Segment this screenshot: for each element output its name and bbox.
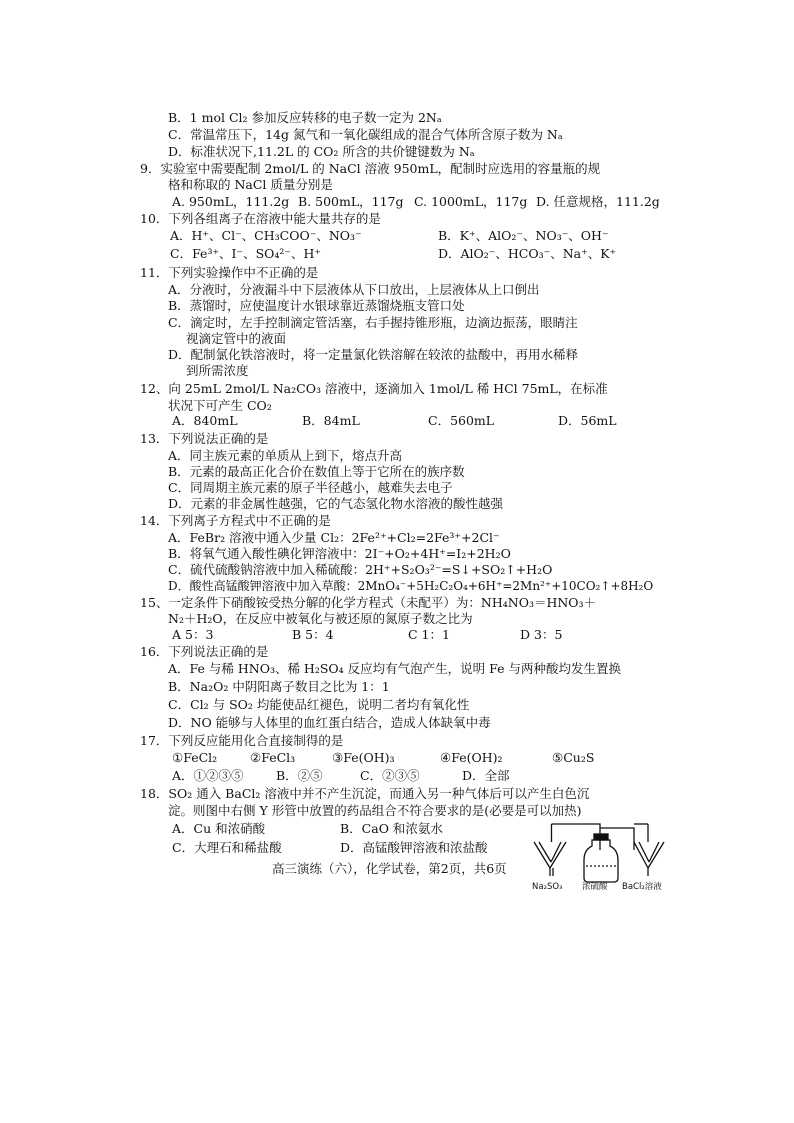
q17-item-2: ②FeCl₃ <box>250 750 296 765</box>
q12-option-d: D．56mL <box>558 413 617 428</box>
apparatus-figure <box>530 820 670 892</box>
q18-stem-line2: 淀。则图中右侧 Y 形管中放置的药品组合不符合要求的是(必要是可以加热) <box>168 803 582 818</box>
q15-option-c: C 1：1 <box>408 627 450 642</box>
q8-option-c: C．常温常压下，14g 氮气和一氧化碳组成的混合气体所含原子数为 Nₐ <box>168 127 563 142</box>
left-y-tube <box>534 824 566 876</box>
q17-option-d: D．全部 <box>462 768 510 783</box>
q18-stem-line1: 18．SO₂ 通入 BaCl₂ 溶液中并不产生沉淀，而通入另一种气体后可以产生白色沉 <box>140 786 590 801</box>
q11-stem: 11．下列实验操作中不正确的是 <box>140 265 319 280</box>
q14-option-b: B．将氧气通入酸性碘化钾溶液中：2I⁻+O₂+4H⁺=I₂+2H₂O <box>168 546 511 561</box>
q11-option-a: A．分液时，分液漏斗中下层液体从下口放出，上层液体从上口倒出 <box>168 282 540 297</box>
q15-option-d: D 3：5 <box>520 627 563 642</box>
q17-item-4: ④Fe(OH)₂ <box>440 750 503 765</box>
q13-option-c: C．同周期主族元素的原子半径越小，越难失去电子 <box>168 480 453 495</box>
q16-stem: 16．下列说法正确的是 <box>140 644 269 659</box>
q8-option-b: B．1 mol Cl₂ 参加反应转移的电子数一定为 2Nₐ <box>168 110 442 125</box>
q9-option-b: B. 500mL，117g <box>298 194 404 209</box>
q17-option-c: C．②③⑤ <box>360 768 420 783</box>
page-footer: 高三演练（六），化学试卷，第2页，共6页 <box>272 861 507 876</box>
q15-option-b: B 5：4 <box>292 627 334 642</box>
q11-option-c: C．滴定时，左手控制滴定管活塞，右手握持锥形瓶，边滴边振荡，眼睛注 <box>168 315 578 330</box>
q18-option-c: C．大理石和稀盐酸 <box>172 840 282 855</box>
q17-item-3: ③Fe(OH)₃ <box>332 750 395 765</box>
q14-option-c: C．硫代硫酸钠溶液中加入稀硫酸：2H⁺+S₂O₃²⁻=S↓+SO₂↑+H₂O <box>168 562 553 577</box>
q17-item-1: ①FeCl₂ <box>172 750 218 765</box>
q17-item-5: ⑤Cu₂S <box>552 750 595 765</box>
figure-label-bacl2: BaCl₂溶液 <box>622 882 662 892</box>
q9-option-d: D. 任意规格，111.2g <box>536 194 660 209</box>
q14-option-d: D．酸性高锰酸钾溶液中加入草酸：2MnO₄⁻+5H₂C₂O₄+6H⁺=2Mn²⁺+10CO₂↑+8H₂O <box>168 579 654 593</box>
q18-option-d: D．高锰酸钾溶液和浓盐酸 <box>340 840 488 855</box>
right-y-tube <box>634 842 664 876</box>
q12-stem-line2: 状况下可产生 CO₂ <box>168 398 272 413</box>
q10-option-b: B．K⁺、AlO₂⁻、NO₃⁻、OH⁻ <box>438 228 609 243</box>
q16-option-a: A．Fe 与稀 HNO₃、稀 H₂SO₄ 反应均有气泡产生，说明 Fe 与两种酸均发生置换 <box>168 661 621 676</box>
q17-option-a: A．①②③⑤ <box>172 768 244 783</box>
q18-option-b: B．CaO 和浓氨水 <box>340 821 443 836</box>
figure-label-conc-h2so4: 浓硫酸 <box>582 882 608 892</box>
q15-stem-line2: N₂＋H₂O，在反应中被氧化与被还原的氮原子数之比为 <box>168 611 473 626</box>
middle-bottle <box>584 834 618 882</box>
q10-stem: 10．下列各组离子在溶液中能大量共存的是 <box>140 211 381 226</box>
q13-option-a: A．同主族元素的单质从上到下，熔点升高 <box>168 448 403 463</box>
q14-option-a: A．FeBr₂ 溶液中通入少量 Cl₂：2Fe²⁺+Cl₂=2Fe³⁺+2Cl⁻ <box>168 530 500 545</box>
q16-option-c: C．Cl₂ 与 SO₂ 均能使品红褪色，说明二者均有氧化性 <box>168 697 470 712</box>
q16-option-b: B．Na₂O₂ 中阴阳离子数目之比为 1：1 <box>168 679 390 694</box>
q12-option-c: C．560mL <box>428 413 495 428</box>
q9-stem-line2: 格和称取的 NaCl 质量分别是 <box>168 177 333 192</box>
q18-option-a: A．Cu 和浓硝酸 <box>172 821 266 836</box>
q11-option-b: B．蒸馏时，应使温度计水银球靠近蒸馏烧瓶支管口处 <box>168 298 465 313</box>
q12-option-a: A．840mL <box>172 413 238 428</box>
q14-stem: 14．下列离子方程式中不正确的是 <box>140 513 331 528</box>
q11-option-c-cont: 视滴定管中的液面 <box>186 331 287 346</box>
q15-option-a: A 5：3 <box>172 627 214 642</box>
q11-option-d: D．配制氯化铁溶液时，将一定量氯化铁溶解在较浓的盐酸中，再用水稀释 <box>168 347 579 362</box>
q17-stem: 17．下列反应能用化合直接制得的是 <box>140 733 344 748</box>
q10-option-a: A．H⁺、Cl⁻、CH₃COO⁻、NO₃⁻ <box>170 228 362 243</box>
q9-option-c: C. 1000mL，117g <box>414 194 528 209</box>
q11-option-d-cont: 到所需浓度 <box>186 363 249 378</box>
q8-option-d: D．标准状况下,11.2L 的 CO₂ 所含的共价键键数为 Nₐ <box>168 144 475 159</box>
q9-stem-line1: 9．实验室中需要配制 2mol/L 的 NaCl 溶液 950mL，配制时应选用的容量瓶的规 <box>140 161 601 176</box>
q10-option-d: D．AlO₂⁻、HCO₃⁻、Na⁺、K⁺ <box>438 246 617 261</box>
q9-option-a: A. 950mL，111.2g <box>172 194 290 209</box>
q15-stem-line1: 15、一定条件下硝酸铵受热分解的化学方程式（未配平）为：NH₄NO₃＝HNO₃＋ <box>140 595 597 610</box>
q12-stem-line1: 12、向 25mL 2mol/L Na₂CO₃ 溶液中，逐滴加入 1mol/L 稀 HCl 75mL，在标准 <box>140 381 608 396</box>
figure-label-na2so3: Na₂SO₃ <box>532 882 563 892</box>
q17-option-b: B．②⑤ <box>276 768 323 783</box>
q12-option-b: B．84mL <box>302 413 360 428</box>
q13-option-d: D．元素的非金属性越强，它的气态氢化物水溶液的酸性越强 <box>168 496 504 511</box>
q16-option-d: D．NO 能够与人体里的血红蛋白结合，造成人体缺氧中毒 <box>168 715 491 730</box>
q13-option-b: B．元素的最高正化合价在数值上等于它所在的族序数 <box>168 464 465 479</box>
q10-option-c: C．Fe³⁺、I⁻、SO₄²⁻、H⁺ <box>170 246 322 261</box>
q13-stem: 13．下列说法正确的是 <box>140 431 269 446</box>
